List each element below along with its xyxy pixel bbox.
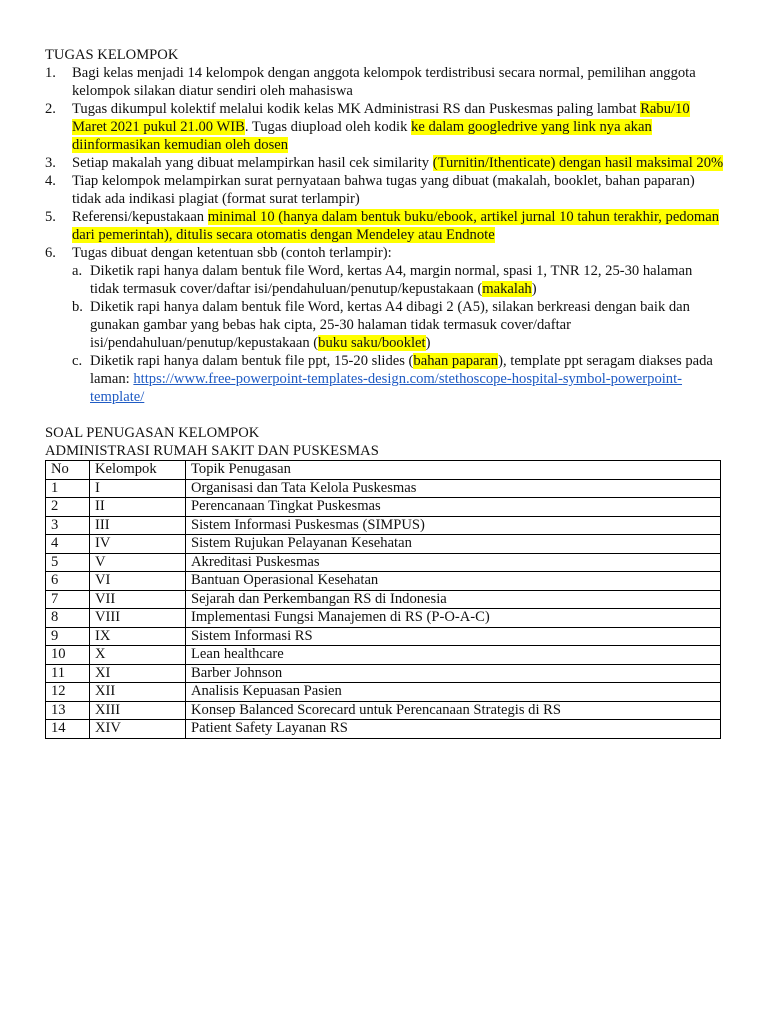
- cell-no: 14: [46, 720, 90, 739]
- cell-no: 9: [46, 627, 90, 646]
- item-text: Tugas dibuat dengan ketentuan sbb (contoh terlampir):: [72, 245, 392, 261]
- highlighted-text: Rabu/10 Maret 2021 pukul 21.00 WIB: [72, 101, 690, 135]
- table-row: [46, 609, 721, 628]
- item-text: Diketik rapi hanya dalam bentuk file Word, kertas A4, margin normal, spasi 1, TNR 12, 25-30 halaman tidak termasuk cover/daftar isi/pendahuluan/penutup/kepustakaan (: [90, 263, 693, 297]
- cell-topik: Organisasi dan Tata Kelola Puskesmas: [186, 479, 721, 498]
- assignment-table: [45, 460, 721, 739]
- cell-topik: Lean healthcare: [186, 646, 721, 665]
- list-item-number: 2.: [45, 101, 56, 117]
- cell-no: 7: [46, 590, 90, 609]
- cell-kelompok: V: [90, 553, 186, 572]
- cell-topik: Sistem Informasi RS: [186, 627, 721, 646]
- cell-topik: Implementasi Fungsi Manajemen di RS (P-O-A-C): [186, 609, 721, 628]
- item-text: Tugas dikumpul kolektif melalui kodik kelas MK Administrasi RS dan Puskesmas paling lambat: [72, 101, 641, 117]
- highlighted-text: makalah: [482, 281, 532, 297]
- cell-kelompok: VII: [90, 590, 186, 609]
- cell-topik: Analisis Kepuasan Pasien: [186, 683, 721, 702]
- table-row: [46, 627, 721, 646]
- highlighted-text: (Turnitin/Ithenticate) dengan hasil maksimal 20%: [432, 155, 724, 171]
- item-text: Diketik rapi hanya dalam bentuk file Word, kertas A4 dibagi 2 (A5), silakan berkreasi dengan baik dan gunakan gambar yang bebas hak cipta, 25-30 halaman tidak termasuk cover/daftar isi/pendahuluan/penutup/kepustakaan (: [90, 299, 690, 351]
- cell-topik: Bantuan Operasional Kesehatan: [186, 572, 721, 591]
- sub-list-item-number: a.: [72, 263, 83, 279]
- cell-kelompok: III: [90, 516, 186, 535]
- list-item-2: [45, 100, 725, 154]
- item-text: Referensi/kepustakaan: [72, 209, 208, 225]
- cell-no: 5: [46, 553, 90, 572]
- list-item-1: [45, 64, 725, 100]
- section-subtitle: ADMINISTRASI RUMAH SAKIT DAN PUSKESMAS: [45, 443, 379, 459]
- cell-topik: Akreditasi Puskesmas: [186, 553, 721, 572]
- header-no: No: [46, 461, 90, 480]
- table-row: [46, 720, 721, 739]
- cell-topik: Sejarah dan Perkembangan RS di Indonesia: [186, 590, 721, 609]
- document-body: [45, 46, 725, 739]
- cell-no: 12: [46, 683, 90, 702]
- header-topik: Topik Penugasan: [186, 461, 721, 480]
- cell-no: 10: [46, 646, 90, 665]
- cell-kelompok: XI: [90, 664, 186, 683]
- sub-list-item-3: [72, 352, 725, 406]
- table-row: [46, 646, 721, 665]
- list-item-number: 3.: [45, 155, 56, 171]
- item-text: ): [425, 335, 431, 351]
- table-row: [46, 516, 721, 535]
- cell-no: 2: [46, 498, 90, 517]
- table-row: [46, 590, 721, 609]
- document-title: TUGAS KELOMPOK: [45, 47, 179, 63]
- table-row: [46, 664, 721, 683]
- table-row: [46, 498, 721, 517]
- list-item-number: 1.: [45, 65, 56, 81]
- list-item-5: [45, 208, 725, 244]
- highlighted-text: minimal 10 (hanya dalam bentuk buku/ebook, artikel jurnal 10 tahun terakhir, pedoman dari pemerintah), ditulis secara otomatis dengan Mendeley atau Endnote: [72, 209, 720, 243]
- task-sublist: [72, 262, 725, 406]
- item-text: ), template ppt seragam diakses pada laman:: [90, 353, 713, 387]
- cell-no: 1: [46, 479, 90, 498]
- cell-no: 11: [46, 664, 90, 683]
- sub-list-item-number: b.: [72, 299, 83, 315]
- table-row: [46, 701, 721, 720]
- highlighted-text: bahan paparan: [413, 353, 499, 369]
- cell-no: 6: [46, 572, 90, 591]
- section-title: SOAL PENUGASAN KELOMPOK: [45, 425, 260, 441]
- item-text: . Tugas diupload oleh kodik: [244, 119, 412, 135]
- cell-kelompok: IX: [90, 627, 186, 646]
- table-row: [46, 479, 721, 498]
- cell-topik: Konsep Balanced Scorecard untuk Perencanaan Strategis di RS: [186, 701, 721, 720]
- cell-topik: Perencanaan Tingkat Puskesmas: [186, 498, 721, 517]
- header-kelompok: Kelompok: [90, 461, 186, 480]
- cell-no: 3: [46, 516, 90, 535]
- item-text: Bagi kelas menjadi 14 kelompok dengan anggota kelompok terdistribusi secara normal, pemilihan anggota kelompok silakan diatur sendiri oleh mahasiswa: [72, 65, 696, 99]
- sub-list-item-2: [72, 298, 725, 352]
- spacer: [45, 406, 725, 424]
- sub-list-item-1: [72, 262, 725, 298]
- sub-list-item-number: c.: [72, 353, 83, 369]
- cell-kelompok: XIV: [90, 720, 186, 739]
- highlighted-text: ke dalam googledrive yang link nya akan diinformasikan kemudian oleh dosen: [72, 119, 652, 153]
- cell-kelompok: XII: [90, 683, 186, 702]
- cell-kelompok: VIII: [90, 609, 186, 628]
- cell-topik: Sistem Informasi Puskesmas (SIMPUS): [186, 516, 721, 535]
- table-row: [46, 553, 721, 572]
- cell-no: 8: [46, 609, 90, 628]
- list-item-3: [45, 154, 725, 172]
- cell-kelompok: XIII: [90, 701, 186, 720]
- task-list: [45, 64, 725, 262]
- item-text: Setiap makalah yang dibuat melampirkan hasil cek similarity: [72, 155, 433, 171]
- list-item-number: 4.: [45, 173, 56, 189]
- cell-kelompok: VI: [90, 572, 186, 591]
- list-item-number: 5.: [45, 209, 56, 225]
- cell-kelompok: I: [90, 479, 186, 498]
- table-row: [46, 572, 721, 591]
- table-row: [46, 683, 721, 702]
- table-header-row: [46, 461, 721, 480]
- item-text: ): [531, 281, 537, 297]
- cell-no: 13: [46, 701, 90, 720]
- list-item-6: [45, 244, 725, 262]
- cell-topik: Sistem Rujukan Pelayanan Kesehatan: [186, 535, 721, 554]
- cell-kelompok: X: [90, 646, 186, 665]
- cell-no: 4: [46, 535, 90, 554]
- highlighted-text: buku saku/booklet: [318, 335, 426, 351]
- cell-kelompok: II: [90, 498, 186, 517]
- table-row: [46, 535, 721, 554]
- cell-topik: Patient Safety Layanan RS: [186, 720, 721, 739]
- cell-topik: Barber Johnson: [186, 664, 721, 683]
- item-text: Tiap kelompok melampirkan surat pernyataan bahwa tugas yang dibuat (makalah, booklet, bahan paparan) tidak ada indikasi plagiat (format surat terlampir): [72, 173, 695, 207]
- cell-kelompok: IV: [90, 535, 186, 554]
- list-item-number: 6.: [45, 245, 56, 261]
- template-link[interactable]: https://www.free-powerpoint-templates-design.com/stethoscope-hospital-symbol-powerpoint-template/: [90, 371, 683, 405]
- list-item-4: [45, 172, 725, 208]
- item-text: Diketik rapi hanya dalam bentuk file ppt, 15-20 slides (: [90, 353, 414, 369]
- table-body: [46, 479, 721, 738]
